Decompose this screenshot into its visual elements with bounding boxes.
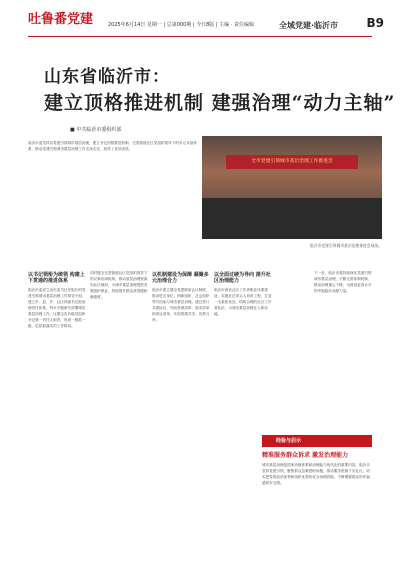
column-text-1: 临沂市委成立由市委书记任组长的党建引领城市基层治理工作领导小组，建立市、县、乡、社区四级书记抓治理责任体系，每年专题研究部署城市基层治理工作，压紧压实各级党组织书记第一责任人职责，形成一级抓一级、层层抓落实的工作格局。: [28, 288, 86, 328]
section-name: 全域党建·临沂市: [278, 21, 338, 30]
side-text: 城市基层治理是国家治理体系和治理能力现代化的重要内容。临沂市坚持党建引领，聚焦群众急难愁盼问题，推动服务资源下沉社区，切实把党的政治优势和组织优势转化为治理效能，不断增强群众的幸福感和安全感。: [262, 463, 370, 485]
article-column-1: [28, 270, 86, 555]
header-rule: [28, 36, 372, 37]
page-header: [0, 0, 400, 46]
article-byline: ■ 中共临沂市委组织部: [70, 127, 122, 133]
column-subheading-4: 以全面过硬为导向 提升社区治理能力: [214, 272, 271, 284]
photo-caption: 临沂市党建引领城市基层治理推进会现场。: [309, 243, 382, 248]
side-title: 精准服务群众诉求 激发治理能力: [262, 452, 349, 459]
article-headline: 建立顶格推进机制 建强治理“动力主轴”: [44, 92, 396, 114]
article-column-3: [152, 270, 210, 555]
column-text-4: 临沂市深化社区工作者职业体系建设，实施社区带头人培育工程，打造一支素质优良、结构合理的社区工作者队伍，为城市基层治理注入新动能。: [214, 288, 272, 316]
article-column-5: [314, 270, 372, 430]
side-label: 经验与启示: [276, 438, 302, 444]
conference-photo: [202, 136, 382, 239]
side-label-bar: [262, 435, 372, 447]
column-text-2: 同时健全完善街道社区党组织领导下的议事协商机制，推动基层治理资源向社区倾斜，为城市基层治理提供坚强组织保证，持续提升群众获得感和满意度。: [90, 271, 148, 299]
issue-meta: 2025年6月14日 星期一 | 总第000期 | 今日8版 | 主编 · 责任编辑: [108, 22, 254, 28]
article-kicker: 山东省临沂市：: [44, 67, 170, 87]
column-text-5: 下一步，临沂市将持续深化党建引领城市基层治理，不断完善体制机制，推动治理重心下移，为建设更高水平的幸福临沂贡献力量。: [314, 271, 372, 293]
newspaper-logo: 吐鲁番党建: [28, 12, 94, 27]
article-lead: 临沂市委坚持以党建引领城市基层治理，建立书记顶格推进机制，完善街道社区党组织领导下的多元共治体系，推动党建引领城市基层治理工作走深走实，取得了良好成效。: [28, 141, 197, 151]
page-number: B9: [366, 16, 384, 30]
photo-banner: 全市党建引领城市基层治理工作推进会: [226, 155, 358, 169]
column-text-3: 临沂市建立健全党建联席会议制度，推动驻区单位、两新组织、社会组织等共同参与城市基层治理。通过签订共建协议、列出资源清单、需求清单和项目清单，实现资源共享、优势互补。: [152, 288, 210, 322]
article-column-2: [90, 270, 148, 555]
meeting-table: [202, 198, 382, 239]
column-subheading-1: 以书记领衔为统领 构建上下贯通的推进体系: [28, 272, 85, 284]
column-subheading-3: 以机制建设为保障 凝聚多元治理合力: [152, 272, 209, 284]
